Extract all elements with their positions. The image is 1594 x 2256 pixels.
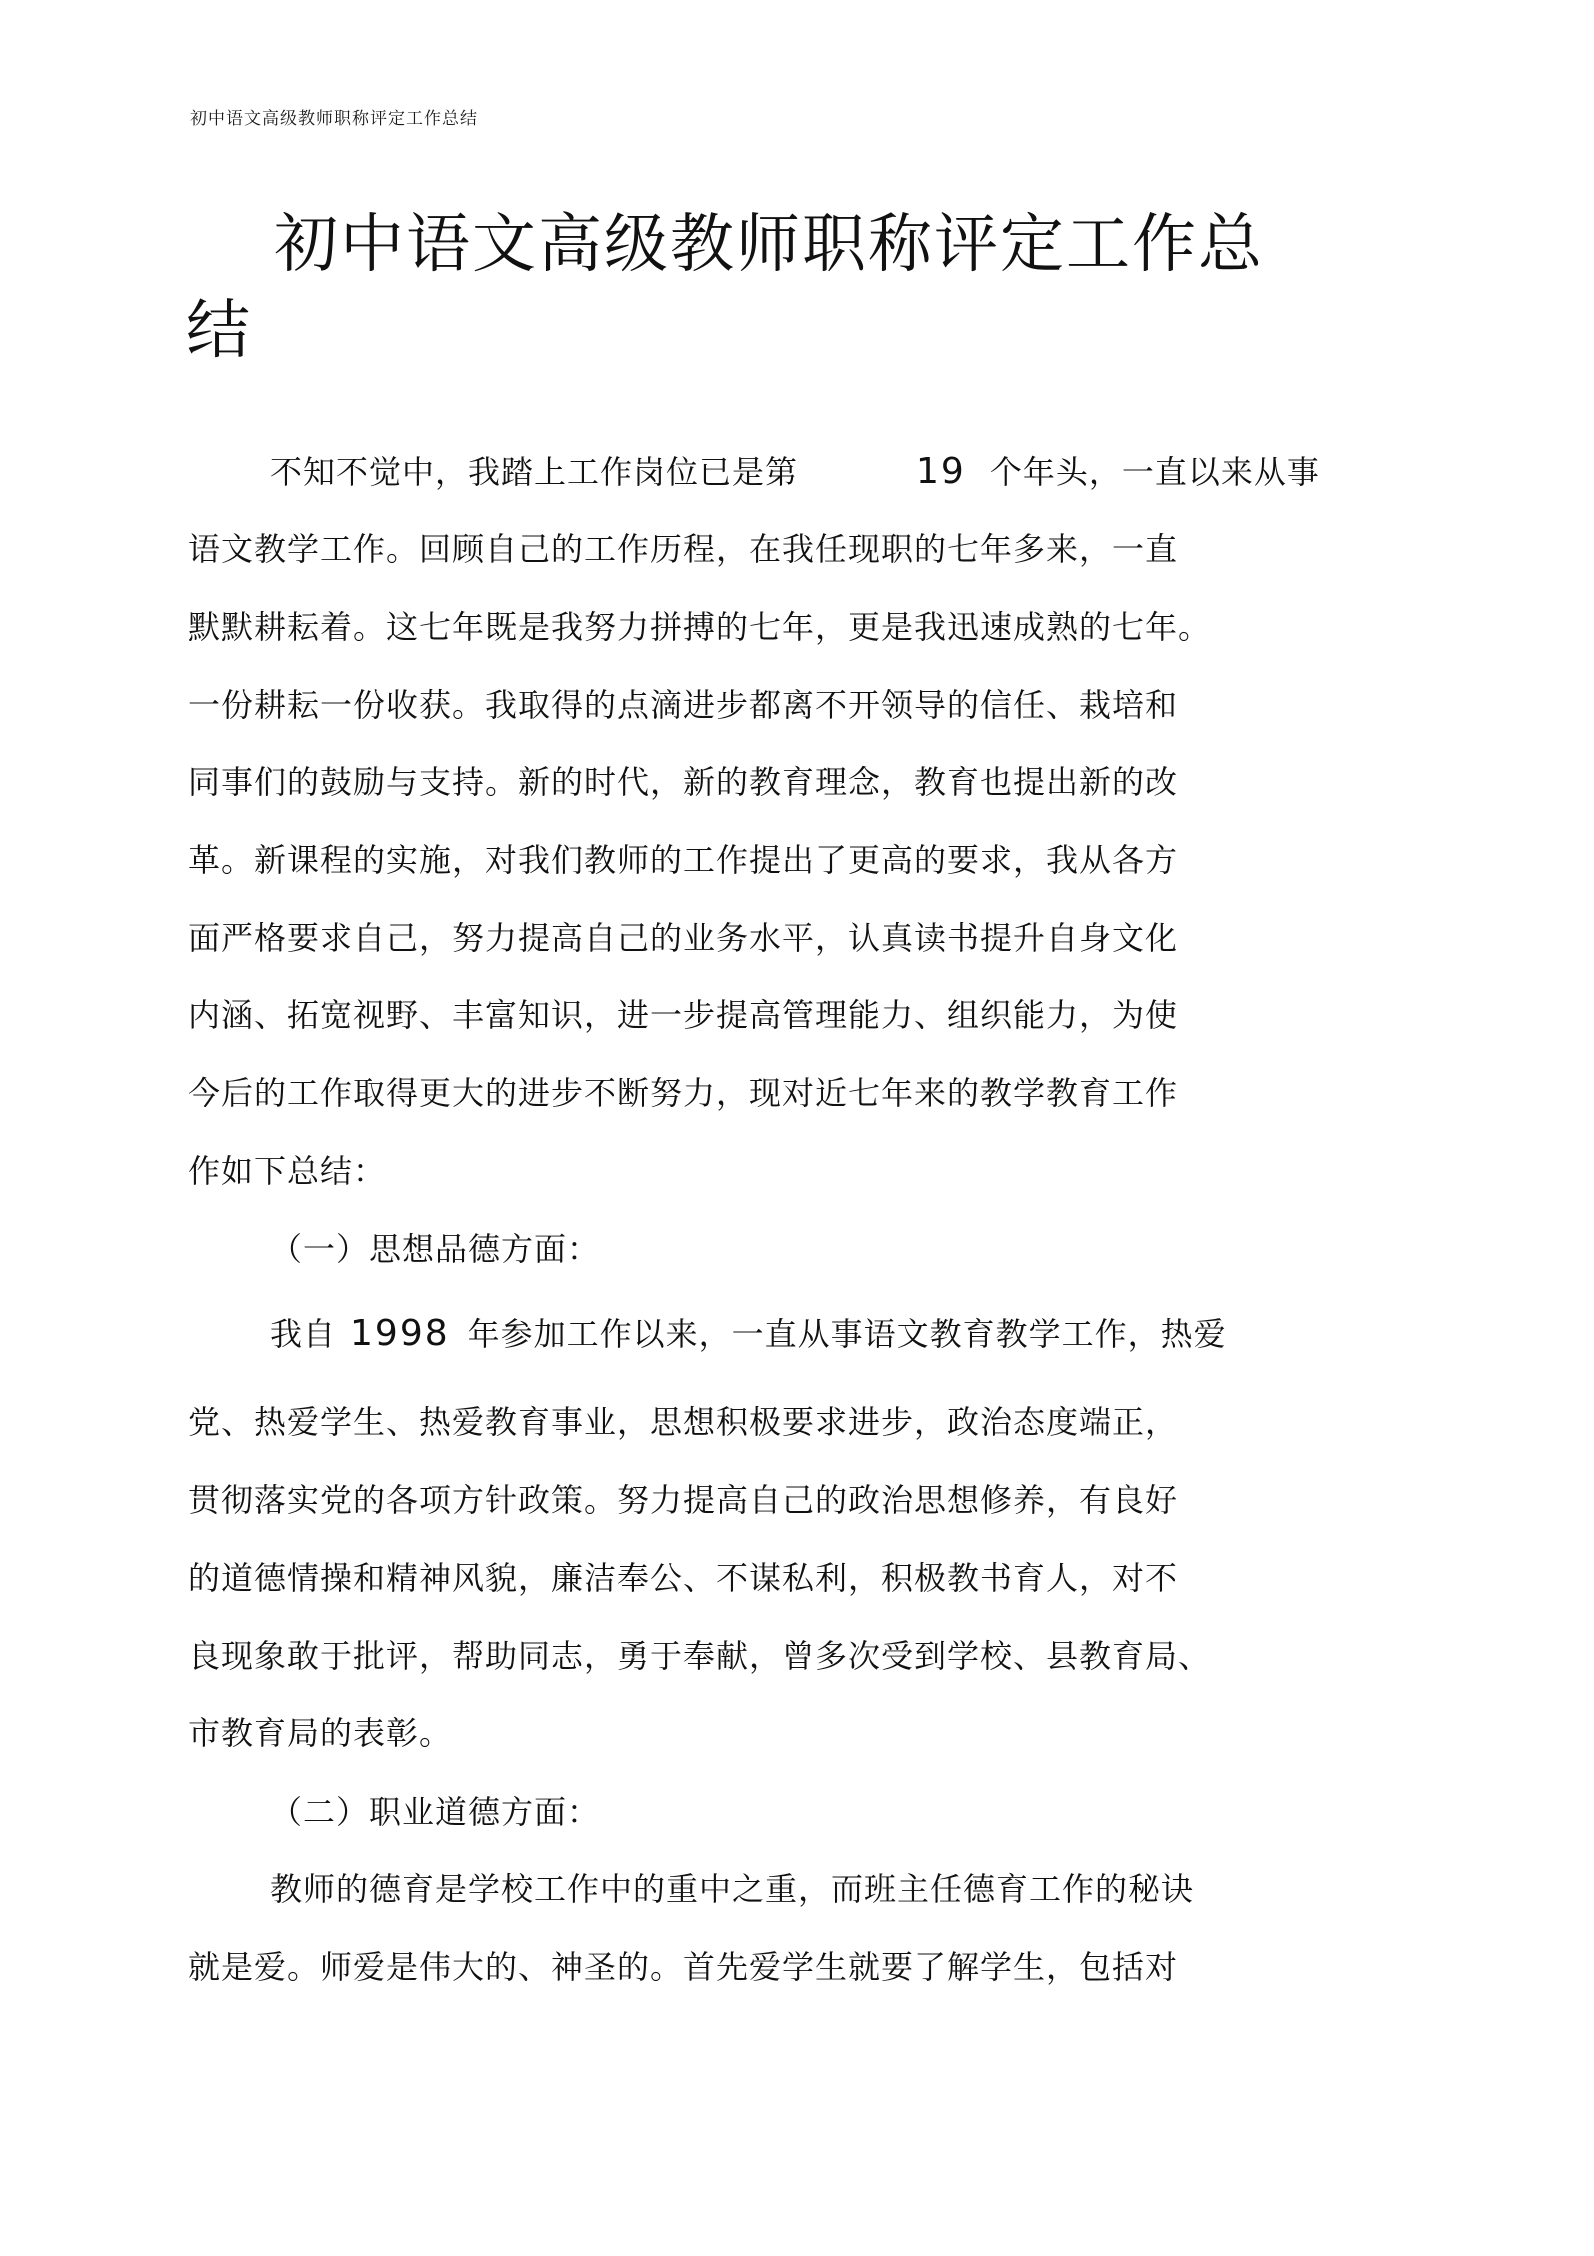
section1-line-2: 党、热爱学生、热爱教育事业，思想积极要求进步，政治态度端正， (188, 1403, 1179, 1441)
intro-line-10: 作如下总结： (188, 1152, 387, 1190)
intro-line-4: 一份耕耘一份收获。我取得的点滴进步都离不开领导的信任、栽培和 (188, 686, 1179, 724)
intro-line-1 (270, 452, 1320, 492)
intro-line-9: 今后的工作取得更大的进步不断努力，现对近七年来的教学教育工作 (188, 1074, 1179, 1112)
section1-text-before-year: 我自 (270, 1315, 337, 1353)
section1-text-after-year: 年参加工作以来，一直从事语文教育教学工作，热爱 (467, 1315, 1227, 1353)
years-number: 19 (916, 451, 966, 492)
intro-line-3: 默默耕耘着。这七年既是我努力拼搏的七年，更是我迅速成熟的七年。 (188, 608, 1212, 646)
document-title (188, 202, 1308, 374)
section1-line-1 (270, 1314, 1227, 1354)
intro-line-7: 面严格要求自己，努力提高自己的业务水平，认真读书提升自身文化 (188, 919, 1179, 957)
section2-line-2: 就是爱。师爱是伟大的、神圣的。首先爱学生就要了解学生，包括对 (188, 1948, 1179, 1986)
intro-line-6: 革。新课程的实施，对我们教师的工作提出了更高的要求，我从各方 (188, 841, 1179, 879)
section1-line-4: 的道德情操和精神风貌，廉洁奉公、不谋私利，积极教书育人，对不 (188, 1559, 1179, 1597)
running-header: 初中语文高级教师职称评定工作总结 (190, 109, 478, 129)
section1-line-6: 市教育局的表彰。 (188, 1714, 453, 1752)
intro-line-8: 内涵、拓宽视野、丰富知识，进一步提高管理能力、组织能力，为使 (188, 996, 1179, 1034)
intro-line-2: 语文教学工作。回顾自己的工作历程，在我任现职的七年多来，一直 (188, 530, 1179, 568)
section-heading-2: （二）职业道德方面： (270, 1793, 601, 1831)
section1-line-3: 贯彻落实党的各项方针政策。努力提高自己的政治思想修养，有良好 (188, 1481, 1179, 1519)
title-line-1: 初中语文高级教师职称评定工作总 (274, 208, 1264, 282)
intro-line-5: 同事们的鼓励与支持。新的时代，新的教育理念，教育也提出新的改 (188, 763, 1179, 801)
intro-text-after-number: 个年头，一直以来从事 (989, 453, 1320, 491)
section2-line-1: 教师的德育是学校工作中的重中之重，而班主任德育工作的秘诀 (270, 1870, 1195, 1908)
start-year: 1998 (350, 1313, 450, 1354)
title-line-2: 结 (186, 294, 252, 368)
intro-text-before-number: 不知不觉中，我踏上工作岗位已是第 (270, 453, 799, 491)
section-heading-1: （一）思想品德方面： (270, 1230, 601, 1268)
section1-line-5: 良现象敢于批评，帮助同志，勇于奉献，曾多次受到学校、县教育局、 (188, 1637, 1212, 1675)
